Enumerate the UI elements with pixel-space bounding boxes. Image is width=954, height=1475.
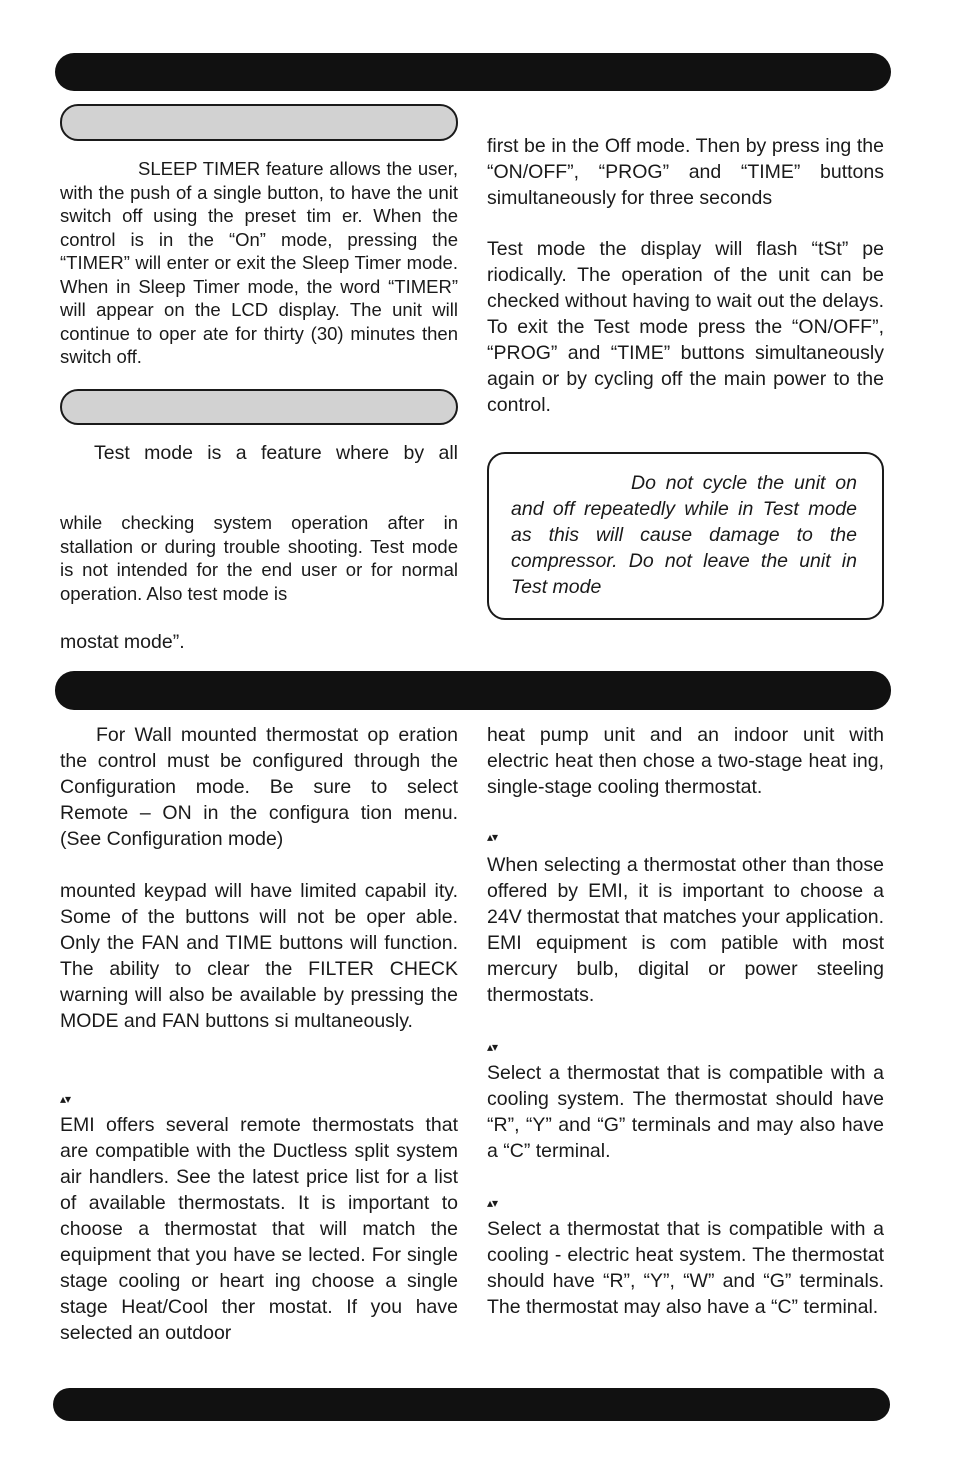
test-mode-heading-pill bbox=[60, 389, 458, 425]
test-mode-right-top: first be in the Off mode. Then by press ing the “ON/OFF”, “PROG” and “TIME” buttons simultaneously for three seconds bbox=[487, 135, 884, 209]
sleep-timer-text: SLEEP TIMER feature allows the user, with the push of a single button, to have the unit switch off using the preset tim er. When the control is in the “On” mode, pressing the “TIMER” will enter or exit the Sleep Timer mode. When in Sleep Timer mode, the word “TIMER” will appear on the LCD display. The unit will continue to oper ate for thirty (30) minutes then switch off. bbox=[60, 158, 458, 367]
bottom-footer-bar bbox=[53, 1388, 890, 1421]
arrow-marker-icon: ▴▾ bbox=[487, 830, 498, 844]
sleep-timer-heading-pill bbox=[60, 104, 458, 141]
wall-thermostat-para1: For Wall mounted thermostat op eration the control must be configured through the Configuration mode. Be sure to select Remote – ON in the configura tion menu. (See Configuration mode) bbox=[60, 724, 458, 850]
test-mode-intro: Test mode is a feature where by all bbox=[94, 442, 458, 464]
wall-thermostat-right1: heat pump unit and an indoor unit with electric heat then chose a two-stage heat ing, single-stage cooling thermostat. bbox=[487, 724, 884, 798]
test-mode-end: mostat mode”. bbox=[60, 631, 185, 653]
wall-thermostat-right3: Select a thermostat that is compatible with a cooling system. The thermostat should have “R”, “Y” and “G” terminals and may also have a “C” terminal. bbox=[487, 1062, 884, 1162]
wall-thermostat-right2: When selecting a thermostat other than those offered by EMI, it is important to choose a 24V thermostat that matches your application. EMI equipment is com patible with most mercury bulb, digital or power steeling thermostats. bbox=[487, 854, 884, 1006]
top-header-bar bbox=[55, 53, 891, 91]
wall-thermostat-para2: mounted keypad will have limited capabil ity. Some of the buttons will not be oper able. Only the FAN and TIME buttons will function. The ability to clear the FILTER CHECK warning will also be available by pressing the MODE and FAN buttons si multaneously. bbox=[60, 880, 458, 1032]
test-mode-right-bottom: Test mode the display will flash “tSt” pe riodically. The operation of the unit can be checked without having to wait out the delays. To exit the Test mode press the “ON/OFF”, “PROG” and “TIME” buttons simultaneously again or by cycling off the main power to the control. bbox=[487, 238, 884, 416]
caution-text: Do not cycle the unit on and off repeatedly while in Test mode as this will cause damage to the compressor. Do not leave the unit in Test mode bbox=[511, 472, 857, 598]
caution-box bbox=[487, 452, 884, 620]
wall-thermostat-para3: EMI offers several remote thermostats that are compatible with the Ductless split system air handlers. See the latest price list for a list of available thermostats. It is important to choose a thermostat that will match the equipment that you have se lected. For single stage cooling or heart ing choose a single stage Heat/Cool ther mostat. If you have selected an outdoor bbox=[60, 1114, 458, 1344]
test-mode-body: while checking system operation after in stallation or during trouble shooting. Test mode is not intended for the end user or for normal operation. Also test mode is bbox=[60, 512, 458, 604]
wall-thermostat-header-bar bbox=[55, 671, 891, 710]
arrow-marker-icon: ▴▾ bbox=[487, 1196, 498, 1210]
arrow-marker-icon: ▴▾ bbox=[487, 1040, 498, 1054]
arrow-marker-icon: ▴▾ bbox=[60, 1092, 71, 1106]
wall-thermostat-right4: Select a thermostat that is compatible with a cooling - electric heat system. The thermostat should have “R”, “Y”, “W” and “G” terminals. The thermostat may also have a “C” terminal. bbox=[487, 1218, 884, 1318]
